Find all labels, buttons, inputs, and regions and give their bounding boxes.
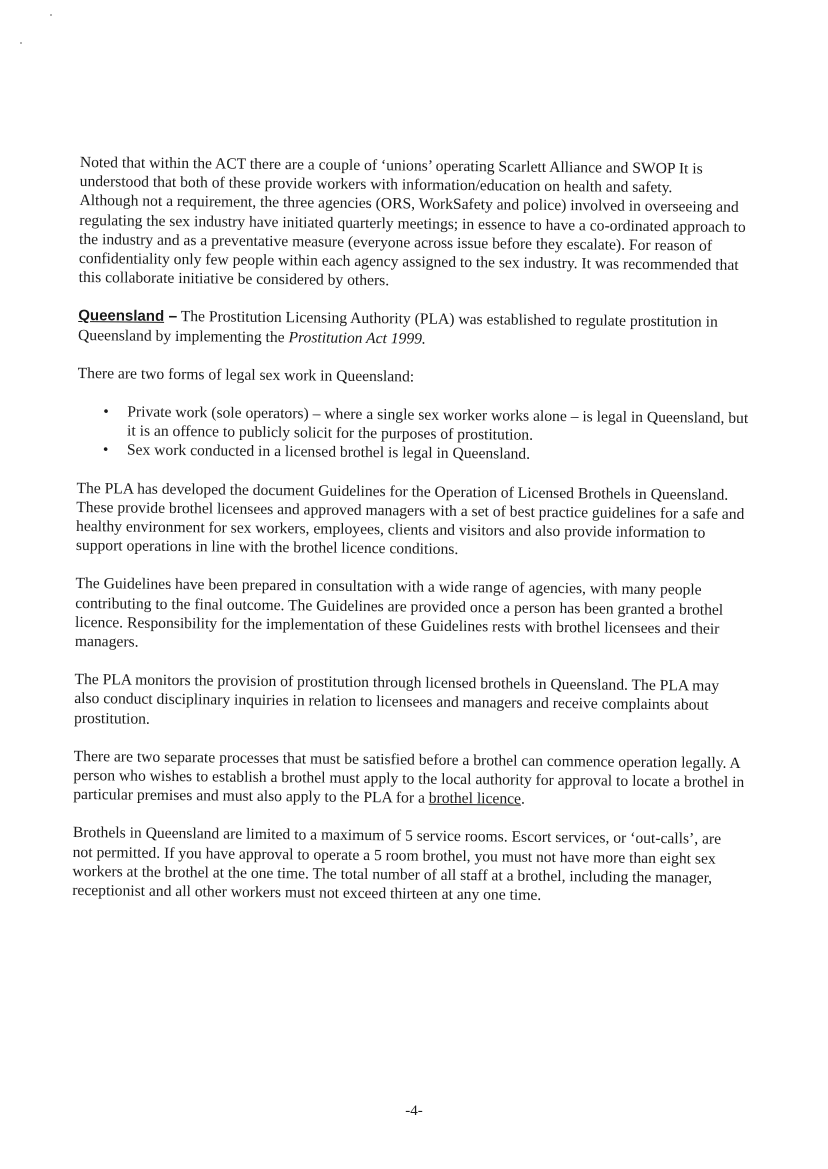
bullet-icon: •	[103, 403, 109, 421]
processes-end: .	[520, 790, 526, 808]
consultation-paragraph: The Guidelines have been prepared in consultation with a wide range of agencies, with many people contributing to the final outcome. The Guidelines are provided once a person has been granted a brothel licence. Responsibility for the implementation of these Guidelines rests with brothel licensees and their managers.	[74, 575, 724, 651]
page-number: -4-	[405, 1103, 423, 1119]
queensland-intro-paragraph	[78, 306, 750, 351]
limits-paragraph: Brothels in Queensland are limited to a maximum of 5 service rooms. Escort services, or ‘out-calls’, are not permitted. If you have approval to operate a 5 room brothel, you must not have more than eight sex workers at the brothel at the one time. The total number of all staff at a brothel, including the manager, receptionist and all other workers must not exceed thirteen at any one time.	[72, 824, 722, 904]
legal-forms-list	[77, 402, 750, 467]
act-agencies-paragraph: Although not a requirement, the three agencies (ORS, WorkSafety and police) involved in overseeing and regulating the sex industry have initiated quarterly meetings; in essence to have a co-ordinated approach to the industry and as a preventative measure (everyone across issue before they escalate). For reason of confidentiality only few people within each agency assigned to the sex industry. It was recommended that this collaborate initiative be considered by others.	[78, 192, 746, 290]
brothel-licence-link[interactable]: brothel licence	[428, 789, 522, 808]
act-name: Prostitution Act 1999.	[288, 328, 426, 348]
scan-speck	[50, 14, 52, 16]
queensland-intro-text: The Prostitution Licensing Authority (PLA) was established to regulate prostitution in Queensland by implementing the	[78, 308, 718, 346]
act-unions-paragraph: Noted that within the ACT there are a couple of ‘unions’ operating Scarlett Alliance and SWOP It is understood that both of these provide workers with information/education on health and safety.	[79, 153, 703, 197]
list-item-text: Private work (sole operators) – where a single sex worker works alone – is legal in Queensland, but it is an offence to publicly solicit for the purposes of prostitution.	[126, 403, 749, 444]
heading-dash: –	[164, 308, 178, 326]
scan-speck	[20, 42, 22, 44]
document-page	[72, 153, 752, 907]
queensland-heading: Queensland	[78, 307, 165, 326]
guidelines-paragraph: The PLA has developed the document Guidelines for the Operation of Licensed Brothels in Queensland. These provide brothel licensees and approved managers with a set of best practice guidelines for a safe and healthy environment for sex workers, employees, clients and visitors and also provide information to support operations in line with the brothel licence conditions.	[75, 479, 745, 559]
list-item-text: Sex work conducted in a licensed brothel is legal in Queensland.	[126, 441, 531, 464]
list-item	[103, 403, 749, 448]
monitoring-paragraph: The PLA monitors the provision of prostitution through licensed brothels in Queensland. The PLA may also conduct disciplinary inquiries in relation to licensees and managers and receive complaints about prostitution.	[73, 671, 720, 728]
processes-text: There are two separate processes that must be satisfied before a brothel can commence operation legally. A person who wishes to establish a brothel must apply to the local authority for approval to locate a brothel in particular premises and must also apply to the PLA for a	[73, 747, 745, 807]
bullet-icon: •	[102, 441, 109, 459]
processes-paragraph	[73, 747, 746, 812]
legal-forms-intro: There are two forms of legal sex work in Queensland:	[77, 364, 415, 386]
